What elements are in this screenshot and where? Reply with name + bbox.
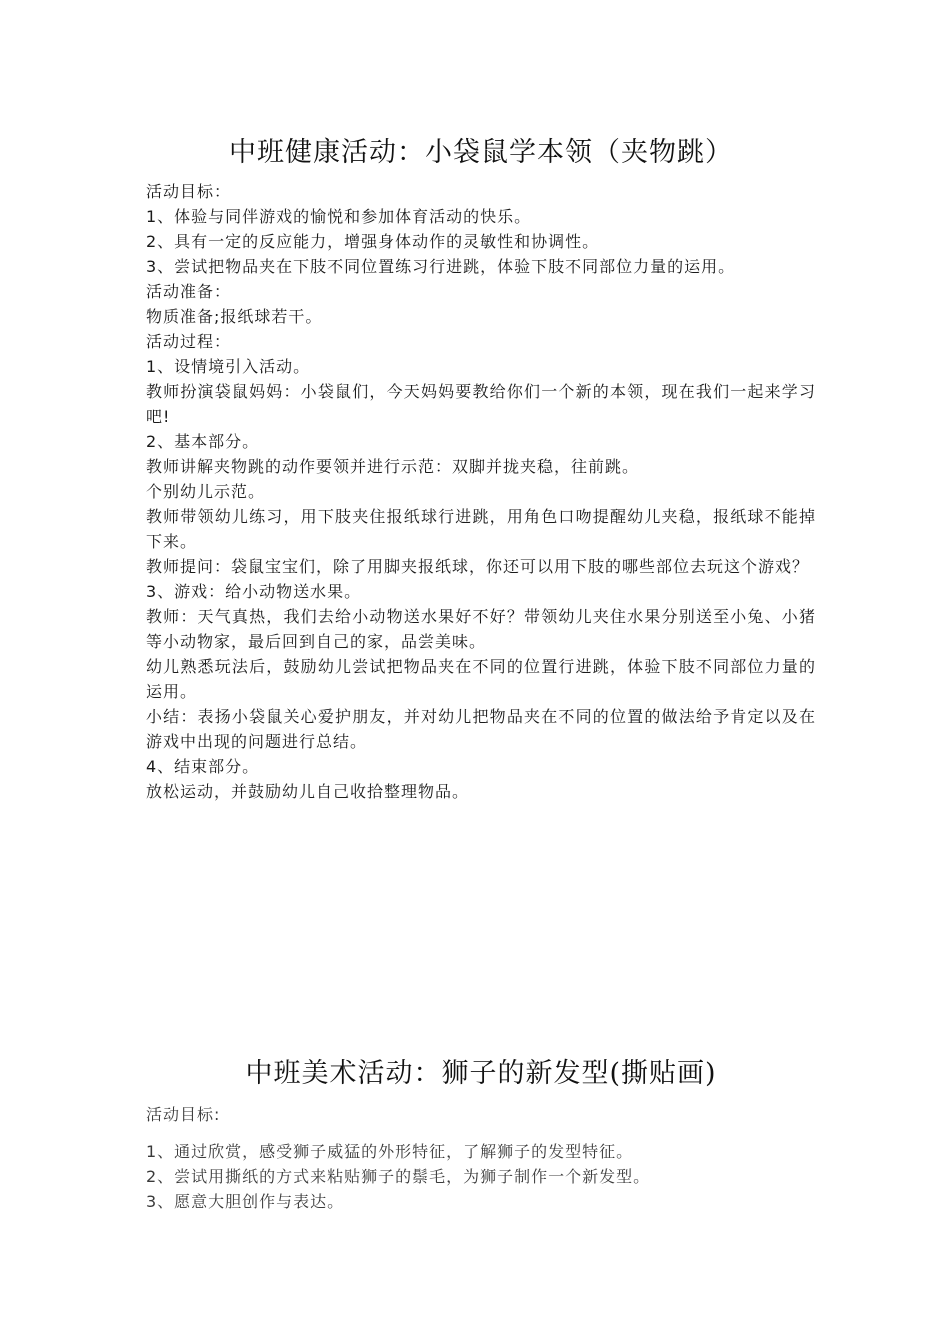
paragraph: 教师扮演袋鼠妈妈：小袋鼠们，今天妈妈要教给你们一个新的本领，现在我们一起来学习吧! (146, 382, 816, 426)
paragraph: 1、通过欣赏，感受狮子威猛的外形特征，了解狮子的发型特征。 (146, 1142, 634, 1161)
paragraph: 物质准备;报纸球若干。 (146, 307, 323, 326)
paragraph: 4、结束部分。 (146, 757, 260, 776)
paragraph: 个别幼儿示范。 (146, 482, 266, 501)
paragraph: 1、体验与同伴游戏的愉悦和参加体育活动的快乐。 (146, 207, 532, 226)
paragraph: 3、愿意大胆创作与表达。 (146, 1192, 345, 1211)
paragraph: 3、游戏：给小动物送水果。 (146, 582, 362, 601)
section-title: 中班美术活动：狮子的新发型(撕贴画) (245, 1058, 717, 1089)
paragraph: 活动准备： (146, 282, 232, 301)
paragraph: 2、具有一定的反应能力，增强身体动作的灵敏性和协调性。 (146, 232, 600, 251)
paragraph: 活动目标： (146, 182, 232, 201)
paragraph: 放松运动，并鼓励幼儿自己收拾整理物品。 (146, 782, 470, 801)
paragraph: 教师：天气真热，我们去给小动物送水果好不好？带领幼儿夹住水果分别送至小兔、小猪等小动物家，最后回到自己的家，品尝美味。 (146, 607, 816, 651)
section-heading: 活动目标: (146, 1105, 221, 1124)
document-section-health-activity (146, 130, 816, 804)
paragraph: 幼儿熟悉玩法后，鼓励幼儿尝试把物品夹在不同的位置行进跳，体验下肢不同部位力量的运用。 (146, 657, 816, 701)
paragraph: 2、尝试用撕纸的方式来粘贴狮子的鬃毛，为狮子制作一个新发型。 (146, 1167, 651, 1186)
paragraph: 小结：表扬小袋鼠关心爱护朋友，并对幼儿把物品夹在不同的位置的做法给予肯定以及在游戏中出现的问题进行总结。 (146, 707, 816, 751)
section-title: 中班健康活动：小袋鼠学本领（夹物跳） (229, 137, 733, 168)
paragraph: 教师讲解夹物跳的动作要领并进行示范：双脚并拢夹稳，往前跳。 (146, 457, 640, 476)
paragraph: 3、尝试把物品夹在下肢不同位置练习行进跳，体验下肢不同部位力量的运用。 (146, 257, 736, 276)
document-section-art-activity (146, 1051, 816, 1214)
paragraph: 教师提问：袋鼠宝宝们，除了用脚夹报纸球，你还可以用下肢的哪些部位去玩这个游戏？ (146, 557, 810, 576)
paragraph: 活动过程： (146, 332, 232, 351)
paragraph: 教师带领幼儿练习，用下肢夹住报纸球行进跳，用角色口吻提醒幼儿夹稳，报纸球不能掉下来。 (146, 507, 816, 551)
paragraph: 1、设情境引入活动。 (146, 357, 311, 376)
paragraph: 2、基本部分。 (146, 432, 260, 451)
